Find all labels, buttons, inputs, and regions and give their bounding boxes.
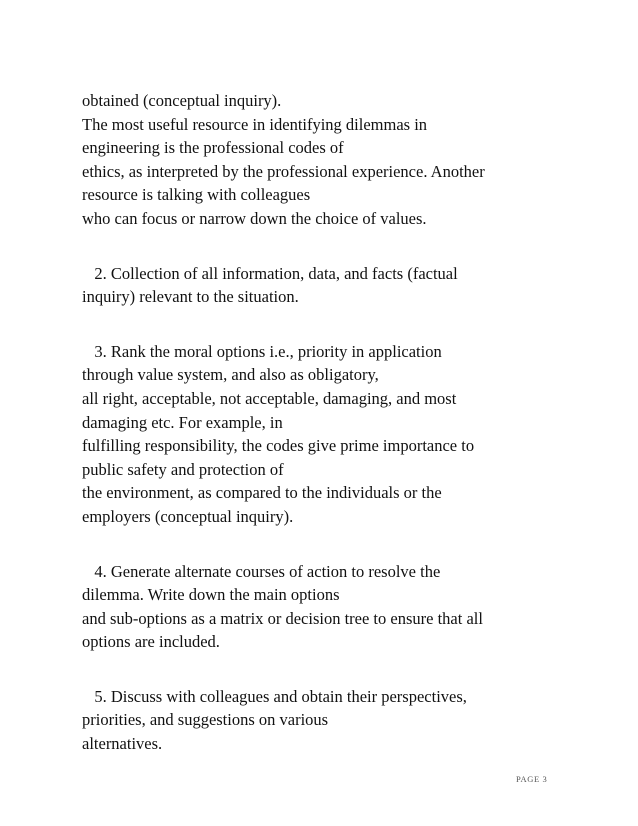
text-line: The most useful resource in identifying dilemmas in (82, 114, 428, 134)
text-line: 3. Rank the moral options i.e., priority in application (82, 341, 442, 361)
text-line: and sub-options as a matrix or decision tree to ensure that all (82, 608, 483, 628)
text-line: 4. Generate alternate courses of action to resolve the (82, 561, 441, 581)
text-line: obtained (conceptual inquiry). (82, 91, 282, 110)
text-line: options are included. (82, 632, 220, 652)
page-number: PAGE 3 (516, 774, 548, 784)
paragraph-spacer (82, 309, 622, 340)
text-line: 2. Collection of all information, data, and facts (factual (82, 263, 458, 283)
text-line: 5. Discuss with colleagues and obtain their perspectives, (82, 686, 467, 706)
text-line: resource is talking with colleagues (82, 185, 311, 205)
paragraph-step-3 (82, 340, 622, 529)
text-line: employers (conceptual inquiry). (82, 506, 294, 526)
paragraph-spacer (82, 529, 622, 560)
paragraph-spacer (82, 231, 622, 262)
text-line: alternatives. (82, 734, 163, 754)
paragraph-intro-continuation (82, 89, 622, 231)
paragraph-step-5 (82, 685, 622, 756)
text-line: public safety and protection of (82, 459, 284, 479)
text-line: priorities, and suggestions on various (82, 710, 329, 730)
text-line: ethics, as interpreted by the professional experience. Another (82, 161, 485, 181)
text-line: through value system, and also as obligatory, (82, 365, 379, 385)
document-body (82, 89, 622, 756)
text-line: who can focus or narrow down the choice of values. (82, 208, 427, 228)
text-line: the environment, as compared to the individuals or the (82, 483, 442, 503)
text-line: damaging etc. For example, in (82, 412, 283, 432)
text-line: engineering is the professional codes of (82, 138, 344, 158)
paragraph-step-2 (82, 262, 622, 309)
paragraph-step-4 (82, 560, 622, 654)
paragraph-spacer (82, 654, 622, 685)
text-line: dilemma. Write down the main options (82, 585, 340, 605)
text-line: inquiry) relevant to the situation. (82, 287, 299, 307)
text-line: all right, acceptable, not acceptable, damaging, and most (82, 388, 457, 408)
text-line: fulfilling responsibility, the codes give prime importance to (82, 436, 475, 456)
